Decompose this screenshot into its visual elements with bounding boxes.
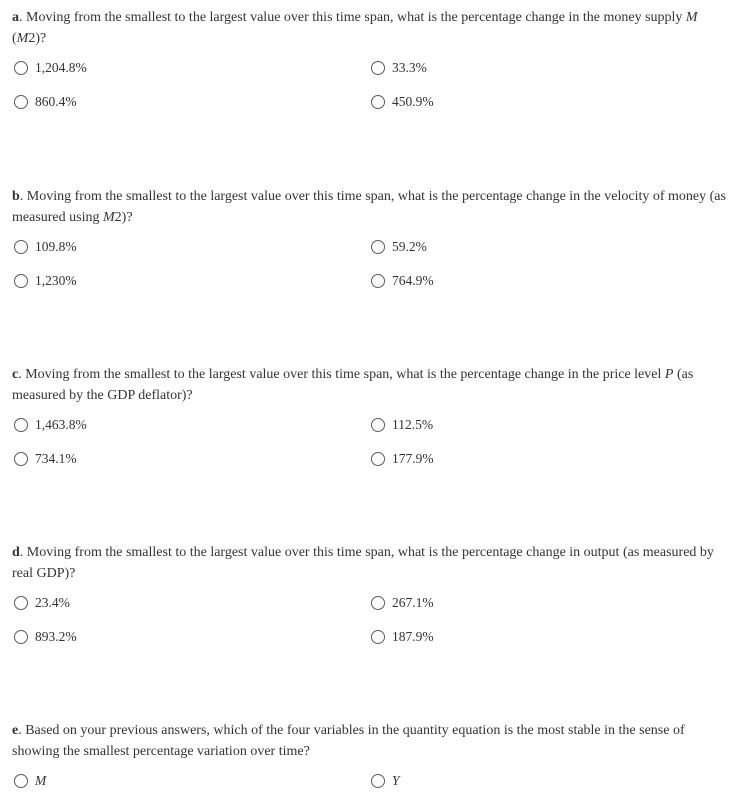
question-stem: c. Moving from the smallest to the largest value over this time span, what is the percentage change in the price level P (as measured by the GDP deflator)? xyxy=(12,367,694,403)
question-e xyxy=(12,720,728,762)
option-b-3[interactable]: 1,230% xyxy=(14,271,77,291)
radio-button[interactable] xyxy=(14,418,28,432)
option-c-4[interactable]: 177.9% xyxy=(371,449,434,469)
radio-button[interactable] xyxy=(14,274,28,288)
option-d-3[interactable]: 893.2% xyxy=(14,627,77,647)
radio-button[interactable] xyxy=(14,596,28,610)
option-b-2[interactable]: 59.2% xyxy=(371,237,427,257)
radio-button[interactable] xyxy=(371,418,385,432)
radio-button[interactable] xyxy=(371,452,385,466)
radio-button[interactable] xyxy=(14,452,28,466)
question-stem: d. Moving from the smallest to the largest value over this time span, what is the percentage change in output (as measured by real GDP)? xyxy=(12,545,714,581)
radio-button[interactable] xyxy=(14,774,28,788)
option-c-1[interactable]: 1,463.8% xyxy=(14,415,87,435)
radio-button[interactable] xyxy=(14,630,28,644)
option-a-1[interactable]: 1,204.8% xyxy=(14,58,87,78)
radio-button[interactable] xyxy=(371,630,385,644)
option-a-2[interactable]: 33.3% xyxy=(371,58,427,78)
option-a-3[interactable]: 860.4% xyxy=(14,92,77,112)
question-b xyxy=(12,186,728,228)
question-stem: a. Moving from the smallest to the largest value over this time span, what is the percentage change in the money supply M (M2)? xyxy=(12,10,698,46)
question-c xyxy=(12,364,728,406)
option-d-1[interactable]: 23.4% xyxy=(14,593,70,613)
question-stem: b. Moving from the smallest to the largest value over this time span, what is the percentage change in the velocity of money (as measured using M2)? xyxy=(12,189,726,225)
radio-button[interactable] xyxy=(371,274,385,288)
radio-button[interactable] xyxy=(371,774,385,788)
option-b-1[interactable]: 109.8% xyxy=(14,237,77,257)
radio-button[interactable] xyxy=(371,95,385,109)
radio-button[interactable] xyxy=(14,61,28,75)
option-d-4[interactable]: 187.9% xyxy=(371,627,434,647)
radio-button[interactable] xyxy=(371,596,385,610)
radio-button[interactable] xyxy=(371,61,385,75)
option-c-2[interactable]: 112.5% xyxy=(371,415,433,435)
question-stem: e. Based on your previous answers, which of the four variables in the quantity equation is the most stable in the sense of showing the smallest percentage variation over time? xyxy=(12,723,685,759)
option-c-3[interactable]: 734.1% xyxy=(14,449,77,469)
option-d-2[interactable]: 267.1% xyxy=(371,593,434,613)
option-b-4[interactable]: 764.9% xyxy=(371,271,434,291)
option-e-2[interactable]: Y xyxy=(371,771,400,791)
radio-button[interactable] xyxy=(14,95,28,109)
radio-button[interactable] xyxy=(14,240,28,254)
radio-button[interactable] xyxy=(371,240,385,254)
option-a-4[interactable]: 450.9% xyxy=(371,92,434,112)
option-e-1[interactable]: M xyxy=(14,771,46,791)
question-d xyxy=(12,542,728,584)
question-a xyxy=(12,7,728,49)
